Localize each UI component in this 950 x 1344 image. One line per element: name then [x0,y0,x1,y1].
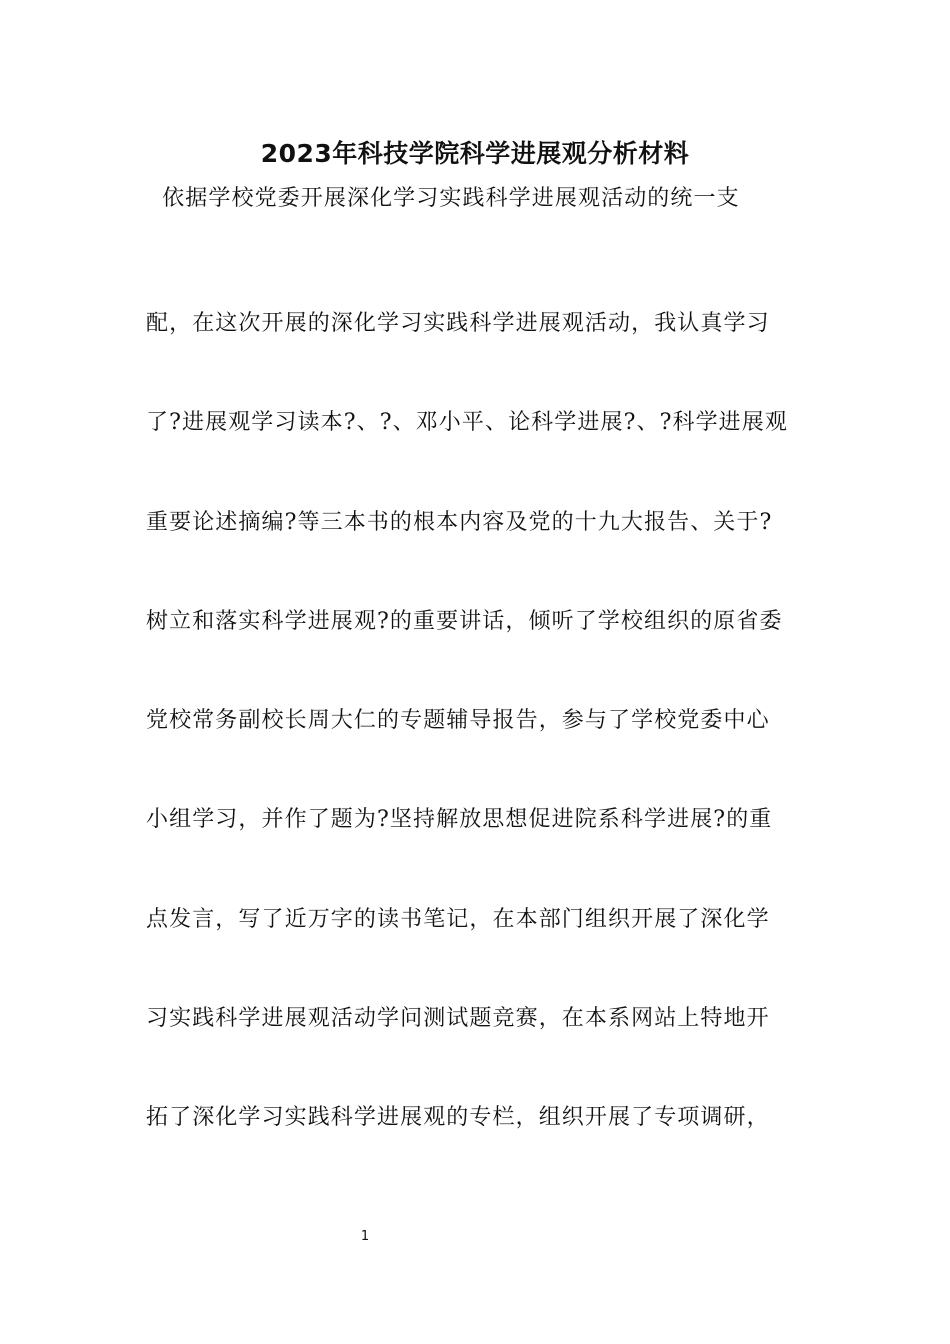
body-line-1: 依据学校党委开展深化学习实践科学进展观活动的统一支 [146,186,740,211]
body-line-4: 重要论述摘编?等三本书的根本内容及党的十九大报告、关于? [146,510,773,535]
body-line-9: 习实践科学进展观活动学问测试题竞赛，在本系网站上特地开 [146,1006,770,1031]
document-title: 2023年科技学院科学进展观分析材料 [260,139,690,168]
body-line-5: 树立和落实科学进展观?的重要讲话，倾听了学校组织的原省委 [146,609,783,634]
body-line-10: 拓了深化学习实践科学进展观的专栏，组织开展了专项调研， [146,1105,770,1130]
page-number: 1 [360,1229,370,1244]
body-line-6: 党校常务副校长周大仁的专题辅导报告，参与了学校党委中心 [146,708,770,733]
body-line-2: 配，在这次开展的深化学习实践科学进展观活动，我认真学习 [146,311,770,336]
body-line-8: 点发言，写了近万字的读书笔记，在本部门组织开展了深化学 [146,907,770,932]
body-line-3: 了?进展观学习读本?、?、邓小平、论科学进展?、?科学进展观 [146,410,788,435]
body-line-7: 小组学习，并作了题为?坚持解放思想促进院系科学进展?的重 [146,807,773,832]
